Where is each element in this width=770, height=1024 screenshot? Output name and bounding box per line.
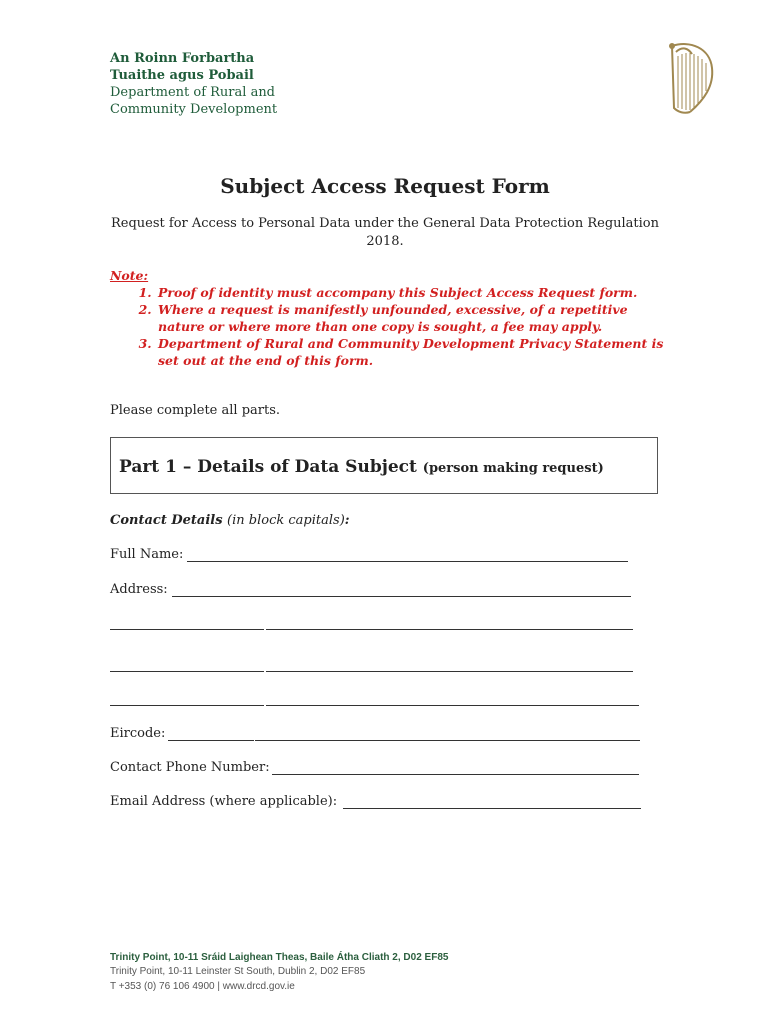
address-input-line-2b[interactable] bbox=[266, 629, 633, 630]
contact-details-label bbox=[110, 513, 350, 528]
note-item: 2. Where a request is manifestly unfounded, excessive, of a repetitive nature or where more than one copy is sought, a fee may apply. bbox=[156, 301, 670, 335]
part1-title-main: Part 1 – Details of Data Subject bbox=[119, 457, 417, 477]
note-block bbox=[110, 267, 670, 369]
page-title: Subject Access Request Form bbox=[220, 174, 550, 198]
part1-header-box bbox=[110, 437, 658, 494]
address-input-line-2a[interactable] bbox=[110, 629, 264, 630]
full-name-input-line[interactable] bbox=[187, 561, 628, 562]
eircode-input-line-a[interactable] bbox=[168, 740, 254, 741]
note-label: Note: bbox=[110, 268, 149, 283]
note-list bbox=[110, 284, 670, 369]
footer-contact: T +353 (0) 76 106 4900 | www.drcd.gov.ie bbox=[110, 981, 295, 992]
instruction-text: Please complete all parts. bbox=[110, 403, 281, 418]
dept-name-english-2: Community Development bbox=[110, 102, 278, 117]
email-label: Email Address (where applicable): bbox=[110, 794, 338, 809]
eircode-label: Eircode: bbox=[110, 726, 166, 741]
eircode-input-line-b[interactable] bbox=[255, 740, 640, 741]
part1-title-sub: (person making request) bbox=[422, 461, 604, 476]
department-logo-text bbox=[110, 50, 277, 118]
dept-name-english-1: Department of Rural and bbox=[110, 85, 276, 100]
dept-name-irish-1: An Roinn Forbartha bbox=[110, 51, 255, 66]
address-input-line-3b[interactable] bbox=[266, 671, 633, 672]
address-input-line-4a[interactable] bbox=[110, 705, 264, 706]
phone-label: Contact Phone Number: bbox=[110, 760, 270, 775]
email-input-line[interactable] bbox=[343, 808, 641, 809]
footer-address-english: Trinity Point, 10-11 Leinster St South, Dublin 2, D02 EF85 bbox=[110, 966, 366, 977]
address-input-line-3a[interactable] bbox=[110, 671, 264, 672]
note-item: 1. Proof of identity must accompany this Subject Access Request form. bbox=[156, 284, 670, 301]
contact-label: Contact Details bbox=[110, 513, 223, 528]
address-label: Address: bbox=[110, 582, 168, 597]
footer-address-irish: Trinity Point, 10-11 Sráid Laighean Theas, Baile Átha Cliath 2, D02 EF85 bbox=[110, 952, 449, 963]
contact-hint: (in block capitals) bbox=[227, 513, 345, 528]
full-name-label: Full Name: bbox=[110, 547, 184, 562]
part1-title bbox=[119, 457, 604, 477]
address-input-line-1[interactable] bbox=[172, 596, 631, 597]
harp-emblem-icon bbox=[660, 38, 720, 118]
phone-input-line[interactable] bbox=[272, 774, 639, 775]
dept-name-irish-2: Tuaithe agus Pobail bbox=[110, 68, 254, 83]
page-subtitle: Request for Access to Personal Data under the General Data Protection Regulation 2018. bbox=[110, 216, 660, 249]
note-item: 3. Department of Rural and Community Development Privacy Statement is set out at the end of this form. bbox=[156, 335, 670, 369]
address-input-line-4b[interactable] bbox=[266, 705, 639, 706]
contact-colon: : bbox=[344, 513, 350, 528]
